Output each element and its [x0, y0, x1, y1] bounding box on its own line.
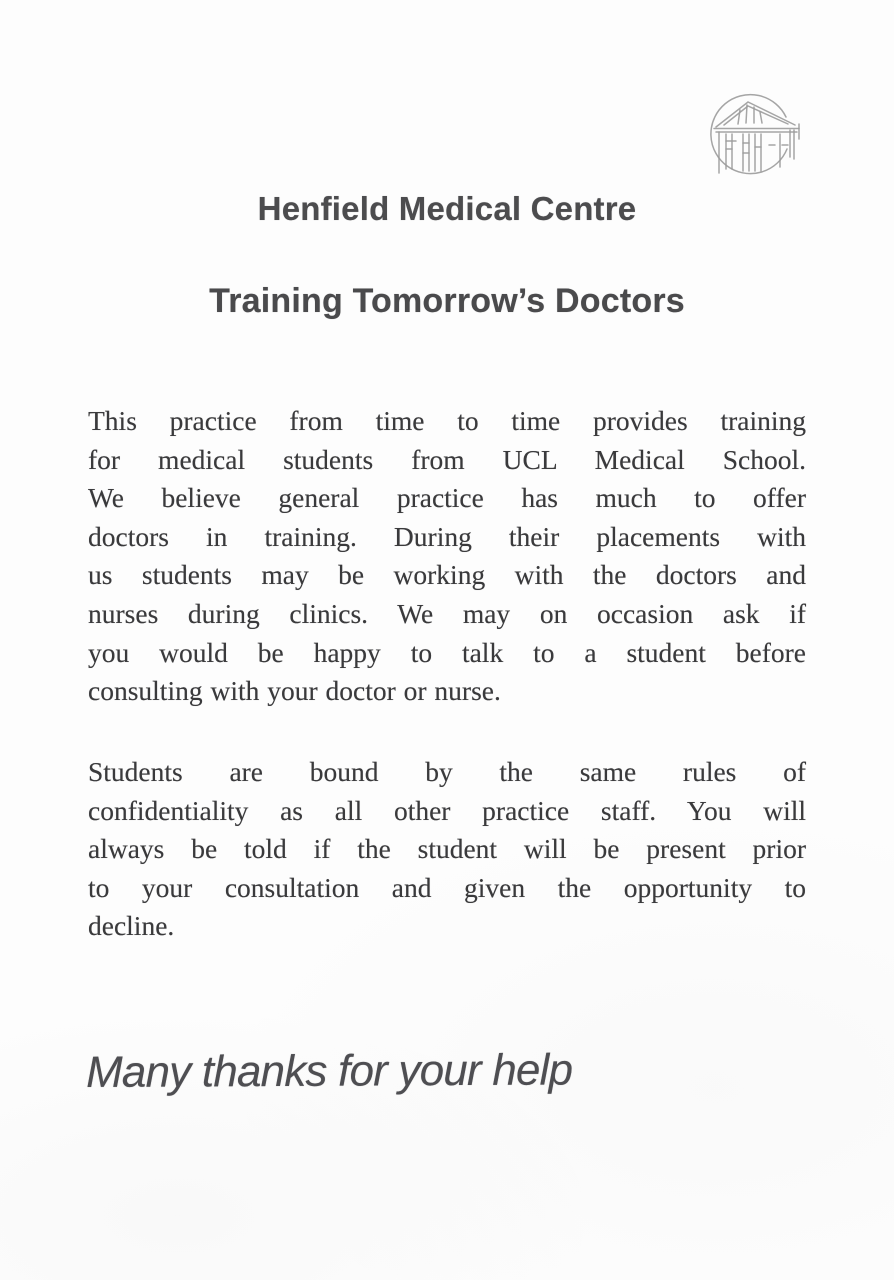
text-line: nurses during clinics. We may on occasion ask if [88, 597, 806, 629]
medical-centre-building-logo [702, 87, 806, 183]
text-line: Students are bound by the same rules of [88, 756, 806, 787]
paragraph-training-info [88, 402, 806, 711]
text-line: confidentiality as all other practice staff. You will [88, 794, 806, 826]
text-line: decline. [88, 910, 175, 942]
page-subtitle: Training Tomorrow’s Doctors [209, 282, 685, 320]
paragraph-confidentiality [88, 753, 806, 946]
page-title: Henfield Medical Centre [257, 190, 637, 227]
text-line: to your consultation and given the opportunity to [88, 871, 806, 903]
text-line: for medical students from UCL Medical School. [88, 443, 806, 475]
text-line: This practice from time to time provides training [88, 405, 806, 436]
building-in-circle-icon [702, 87, 806, 183]
text-line: consulting with your doctor or nurse. [88, 675, 501, 707]
text-line: doctors in training. During their placements with [88, 520, 806, 552]
text-line: us students may be working with the doctors and [88, 559, 806, 591]
text-line: you would be happy to talk to a student before [88, 636, 806, 668]
closing-thanks-note: Many thanks for your help [85, 1045, 573, 1097]
text-line: always be told if the student will be present prior [88, 833, 806, 865]
text-line: We believe general practice has much to offer [88, 482, 806, 514]
